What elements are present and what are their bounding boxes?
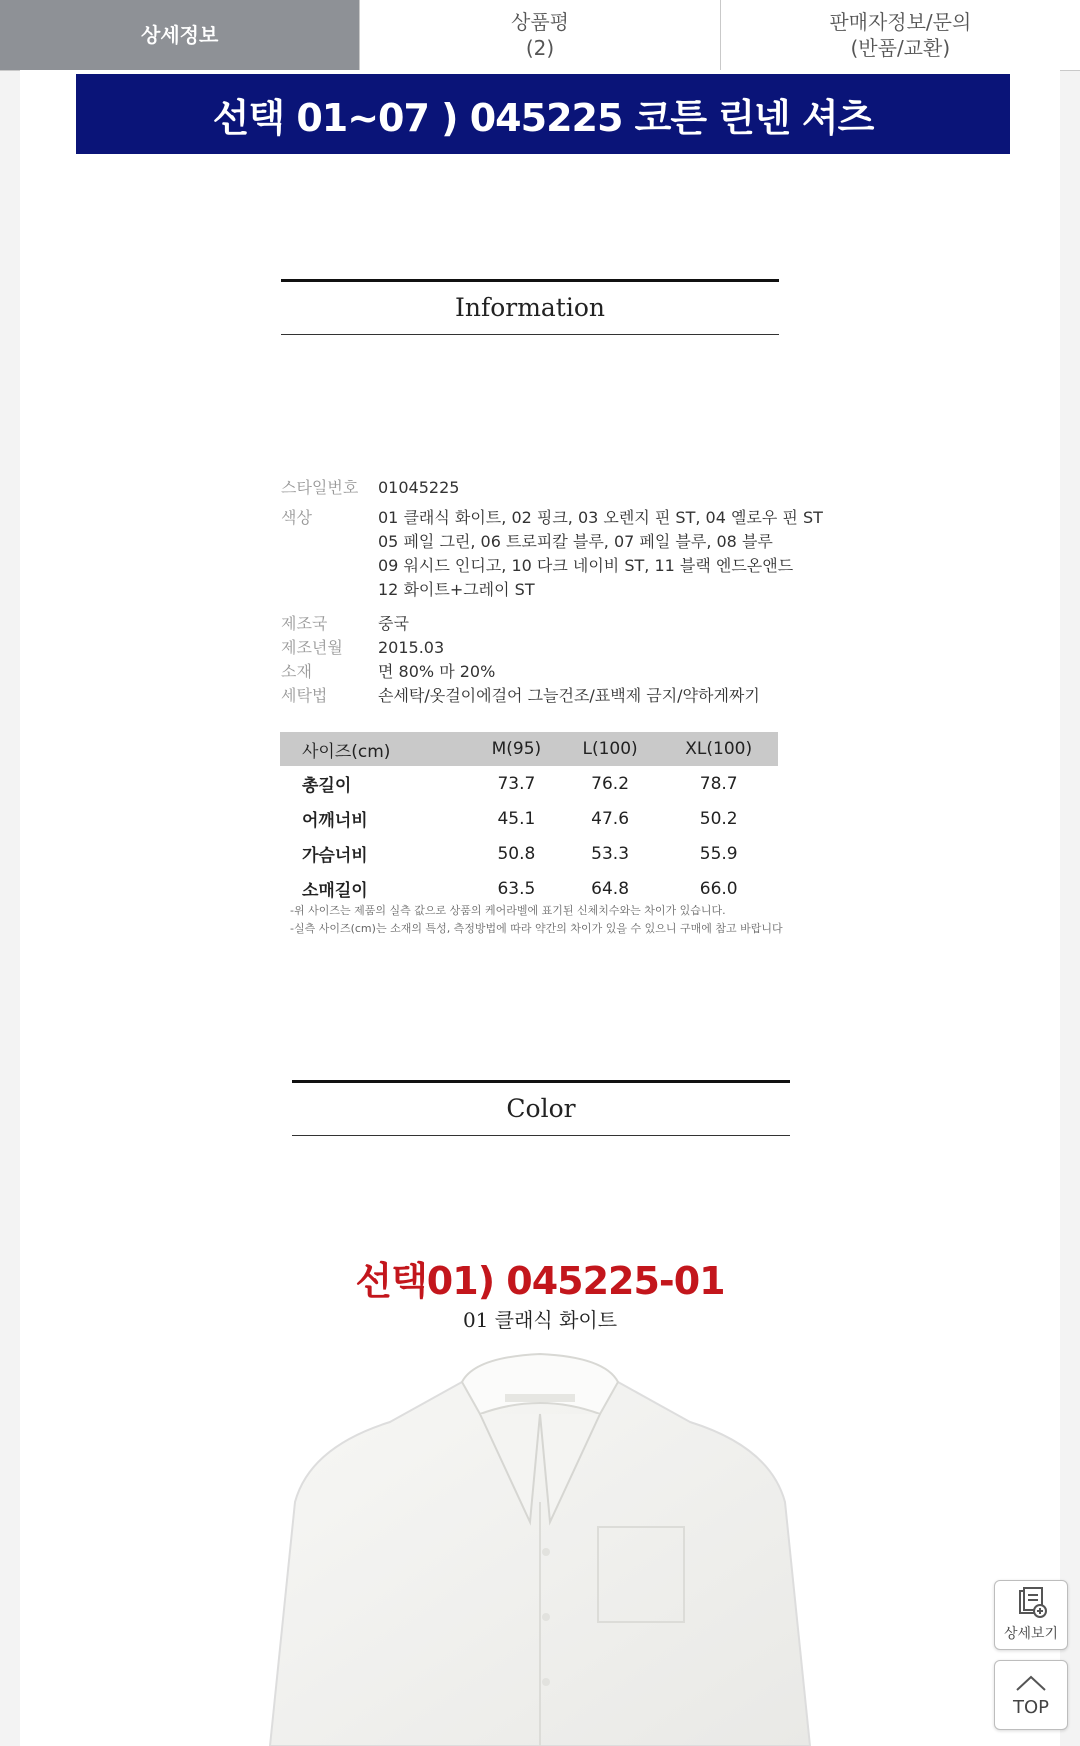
size-table [280,732,778,906]
tab-reviews-label: 상품평 [511,10,569,34]
table-cell: 47.6 [591,808,630,829]
table-cell: 73.7 [497,773,536,794]
tab-seller-info-sub: (반품/교환) [850,36,951,60]
info-value: 중국 [378,614,409,633]
tab-seller-info[interactable] [720,0,1080,70]
information-heading [281,279,779,335]
color-option-title: 선택01) 045225-01 [355,1259,725,1303]
info-value: 손세탁/옷걸이에걸어 그늘건조/표백제 금지/약하게짜기 [378,686,760,705]
scroll-top-label: TOP [1012,1696,1050,1718]
table-cell: 어깨너비 [302,811,368,831]
shirt-image [200,1352,880,1746]
table-row [280,836,778,871]
info-label: 세탁법 [281,686,328,705]
information-heading-text: Information [454,293,606,322]
info-value: 면 80% 마 20% [378,662,496,681]
table-cell: 50.8 [497,843,536,864]
color-heading-text: Color [506,1094,576,1123]
table-cell: 66.0 [699,878,738,899]
info-label: 색상 [281,508,312,527]
tab-seller-info-label: 판매자정보/문의 [829,10,972,34]
table-cell: 78.7 [699,773,738,794]
size-header-cell: M(95) [472,732,561,766]
scroll-top-button[interactable] [994,1660,1068,1730]
info-label: 스타일번호 [281,478,359,497]
table-cell: 64.8 [591,878,630,899]
table-cell: 76.2 [591,773,630,794]
info-label: 제조국 [281,614,328,633]
info-value: 01 클래식 화이트, 02 핑크, 03 오렌지 핀 ST, 04 옐로우 핀 ST 05 페일 그린, 06 트로피칼 블루, 07 페일 블루, 08 블루 09 워시드 인디고, 10 다크 네이비 ST, 11 블랙 엔드온앤드 12 화이트+그레이 ST [378,508,823,599]
table-cell: 총길이 [302,776,352,796]
tab-details-label: 상세정보 [141,23,219,47]
table-cell: 53.3 [591,843,630,864]
table-cell: 가슴너비 [302,846,368,866]
table-row [280,871,778,906]
info-label: 소재 [281,662,312,681]
size-header-cell: L(100) [561,732,660,766]
table-cell: 50.2 [699,808,738,829]
size-header-cell: XL(100) [659,732,778,766]
chevron-up-icon [1014,1673,1048,1693]
detail-view-button[interactable] [994,1580,1068,1650]
table-cell: 55.9 [699,843,738,864]
tab-details[interactable] [0,0,359,70]
color-heading [292,1080,790,1136]
table-cell: 63.5 [497,878,536,899]
size-note: -위 사이즈는 제품의 실측 값으로 상품의 케어라벨에 표기된 신체치수와는 차이가 있습니다. [290,904,726,917]
table-cell: 소매길이 [302,881,368,901]
detail-view-label: 상세보기 [1003,1626,1059,1642]
info-value: 01045225 [378,478,460,497]
tab-reviews[interactable] [359,0,719,70]
tab-reviews-count: (2) [525,36,555,60]
size-note: -실측 사이즈(cm)는 소재의 특성, 측정방법에 따라 약간의 차이가 있을 수 있으니 구매에 참고 바랍니다 [290,922,783,935]
table-row [280,801,778,836]
product-detail-content [20,70,1060,1746]
table-row [280,766,778,801]
product-title: 선택 01~07 ) 045225 코튼 린넨 셔츠 [212,95,874,140]
info-value: 2015.03 [378,638,445,657]
size-table-header [280,732,778,766]
info-label: 제조년월 [281,638,343,657]
table-cell: 45.1 [497,808,536,829]
size-header-cell: 사이즈(cm) [280,732,472,766]
tab-bar [0,0,1080,71]
document-plus-icon [1014,1587,1048,1619]
product-title-banner [76,74,1010,154]
color-option-name: 01 클래식 화이트 [462,1308,618,1332]
